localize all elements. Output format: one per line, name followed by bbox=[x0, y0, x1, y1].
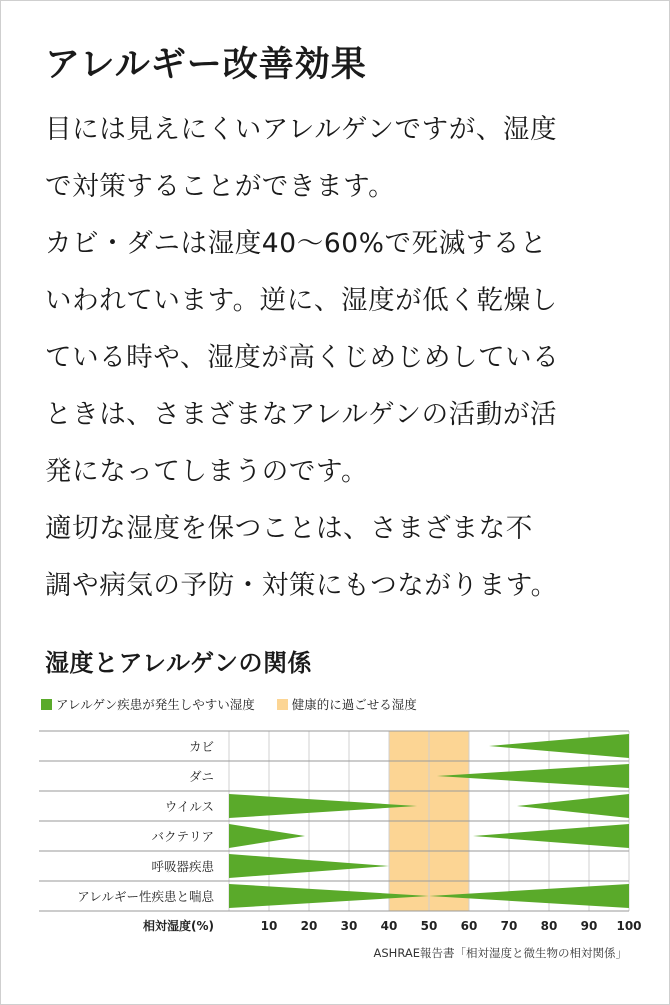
legend-label-healthy: 健康的に過ごせる湿度 bbox=[291, 697, 417, 712]
body-line: 目には見えにくいアレルゲンですが、湿度 bbox=[45, 114, 558, 145]
x-axis-title: 相対湿度(%) bbox=[143, 919, 214, 933]
x-tick-label: 70 bbox=[500, 919, 518, 933]
chart-title: 湿度とアレルゲンの関係 bbox=[45, 649, 312, 677]
legend-item-healthy bbox=[277, 695, 417, 713]
legend-label-risk: アレルゲン疾患が発生しやすい湿度 bbox=[56, 697, 255, 712]
category-label: ダニ bbox=[188, 769, 214, 784]
x-tick-label: 80 bbox=[540, 919, 558, 933]
body-line: いわれています。逆に、湿度が低く乾燥し bbox=[45, 285, 558, 316]
body-text bbox=[45, 101, 645, 614]
x-tick-label: 40 bbox=[380, 919, 398, 933]
category-label: アレルギー性疾患と喘息 bbox=[77, 889, 214, 904]
body-line: で対策することができます。 bbox=[45, 171, 396, 202]
body-line: カビ・ダニは湿度40〜60%で死滅すると bbox=[45, 228, 548, 259]
x-tick-label: 60 bbox=[460, 919, 478, 933]
chart-legend bbox=[41, 695, 439, 713]
body-line: 調や病気の予防・対策にもつながります。 bbox=[45, 570, 558, 601]
x-tick-label: 90 bbox=[580, 919, 598, 933]
body-line: 適切な湿度を保つことは、さまざまな不 bbox=[45, 513, 533, 544]
body-line: ときは、さまざまなアレルゲンの活動が活 bbox=[45, 399, 558, 430]
category-label: ウイルス bbox=[164, 799, 214, 814]
legend-item-risk bbox=[41, 695, 255, 713]
x-tick-label: 50 bbox=[420, 919, 438, 933]
category-label: カビ bbox=[188, 739, 214, 754]
wedge-mark bbox=[229, 824, 305, 848]
category-label: バクテリア bbox=[151, 829, 214, 844]
wedge-mark bbox=[473, 824, 629, 848]
page-title: アレルギー改善効果 bbox=[45, 45, 367, 85]
x-tick-label: 100 bbox=[616, 919, 642, 933]
legend-swatch-risk bbox=[41, 699, 52, 710]
body-line: ている時や、湿度が高くじめじめしている bbox=[45, 342, 560, 373]
category-label: 呼吸器疾患 bbox=[151, 859, 214, 874]
wedge-mark bbox=[489, 734, 629, 758]
x-tick-label: 20 bbox=[300, 919, 318, 933]
humidity-allergen-chart bbox=[1, 721, 669, 946]
legend-swatch-healthy bbox=[277, 699, 288, 710]
x-tick-label: 10 bbox=[260, 919, 278, 933]
wedge-mark bbox=[517, 794, 629, 818]
x-tick-label: 30 bbox=[340, 919, 358, 933]
source-note: ASHRAE報告書「相対湿度と微生物の相対関係」 bbox=[373, 946, 627, 960]
body-line: 発になってしまうのです。 bbox=[45, 456, 369, 487]
